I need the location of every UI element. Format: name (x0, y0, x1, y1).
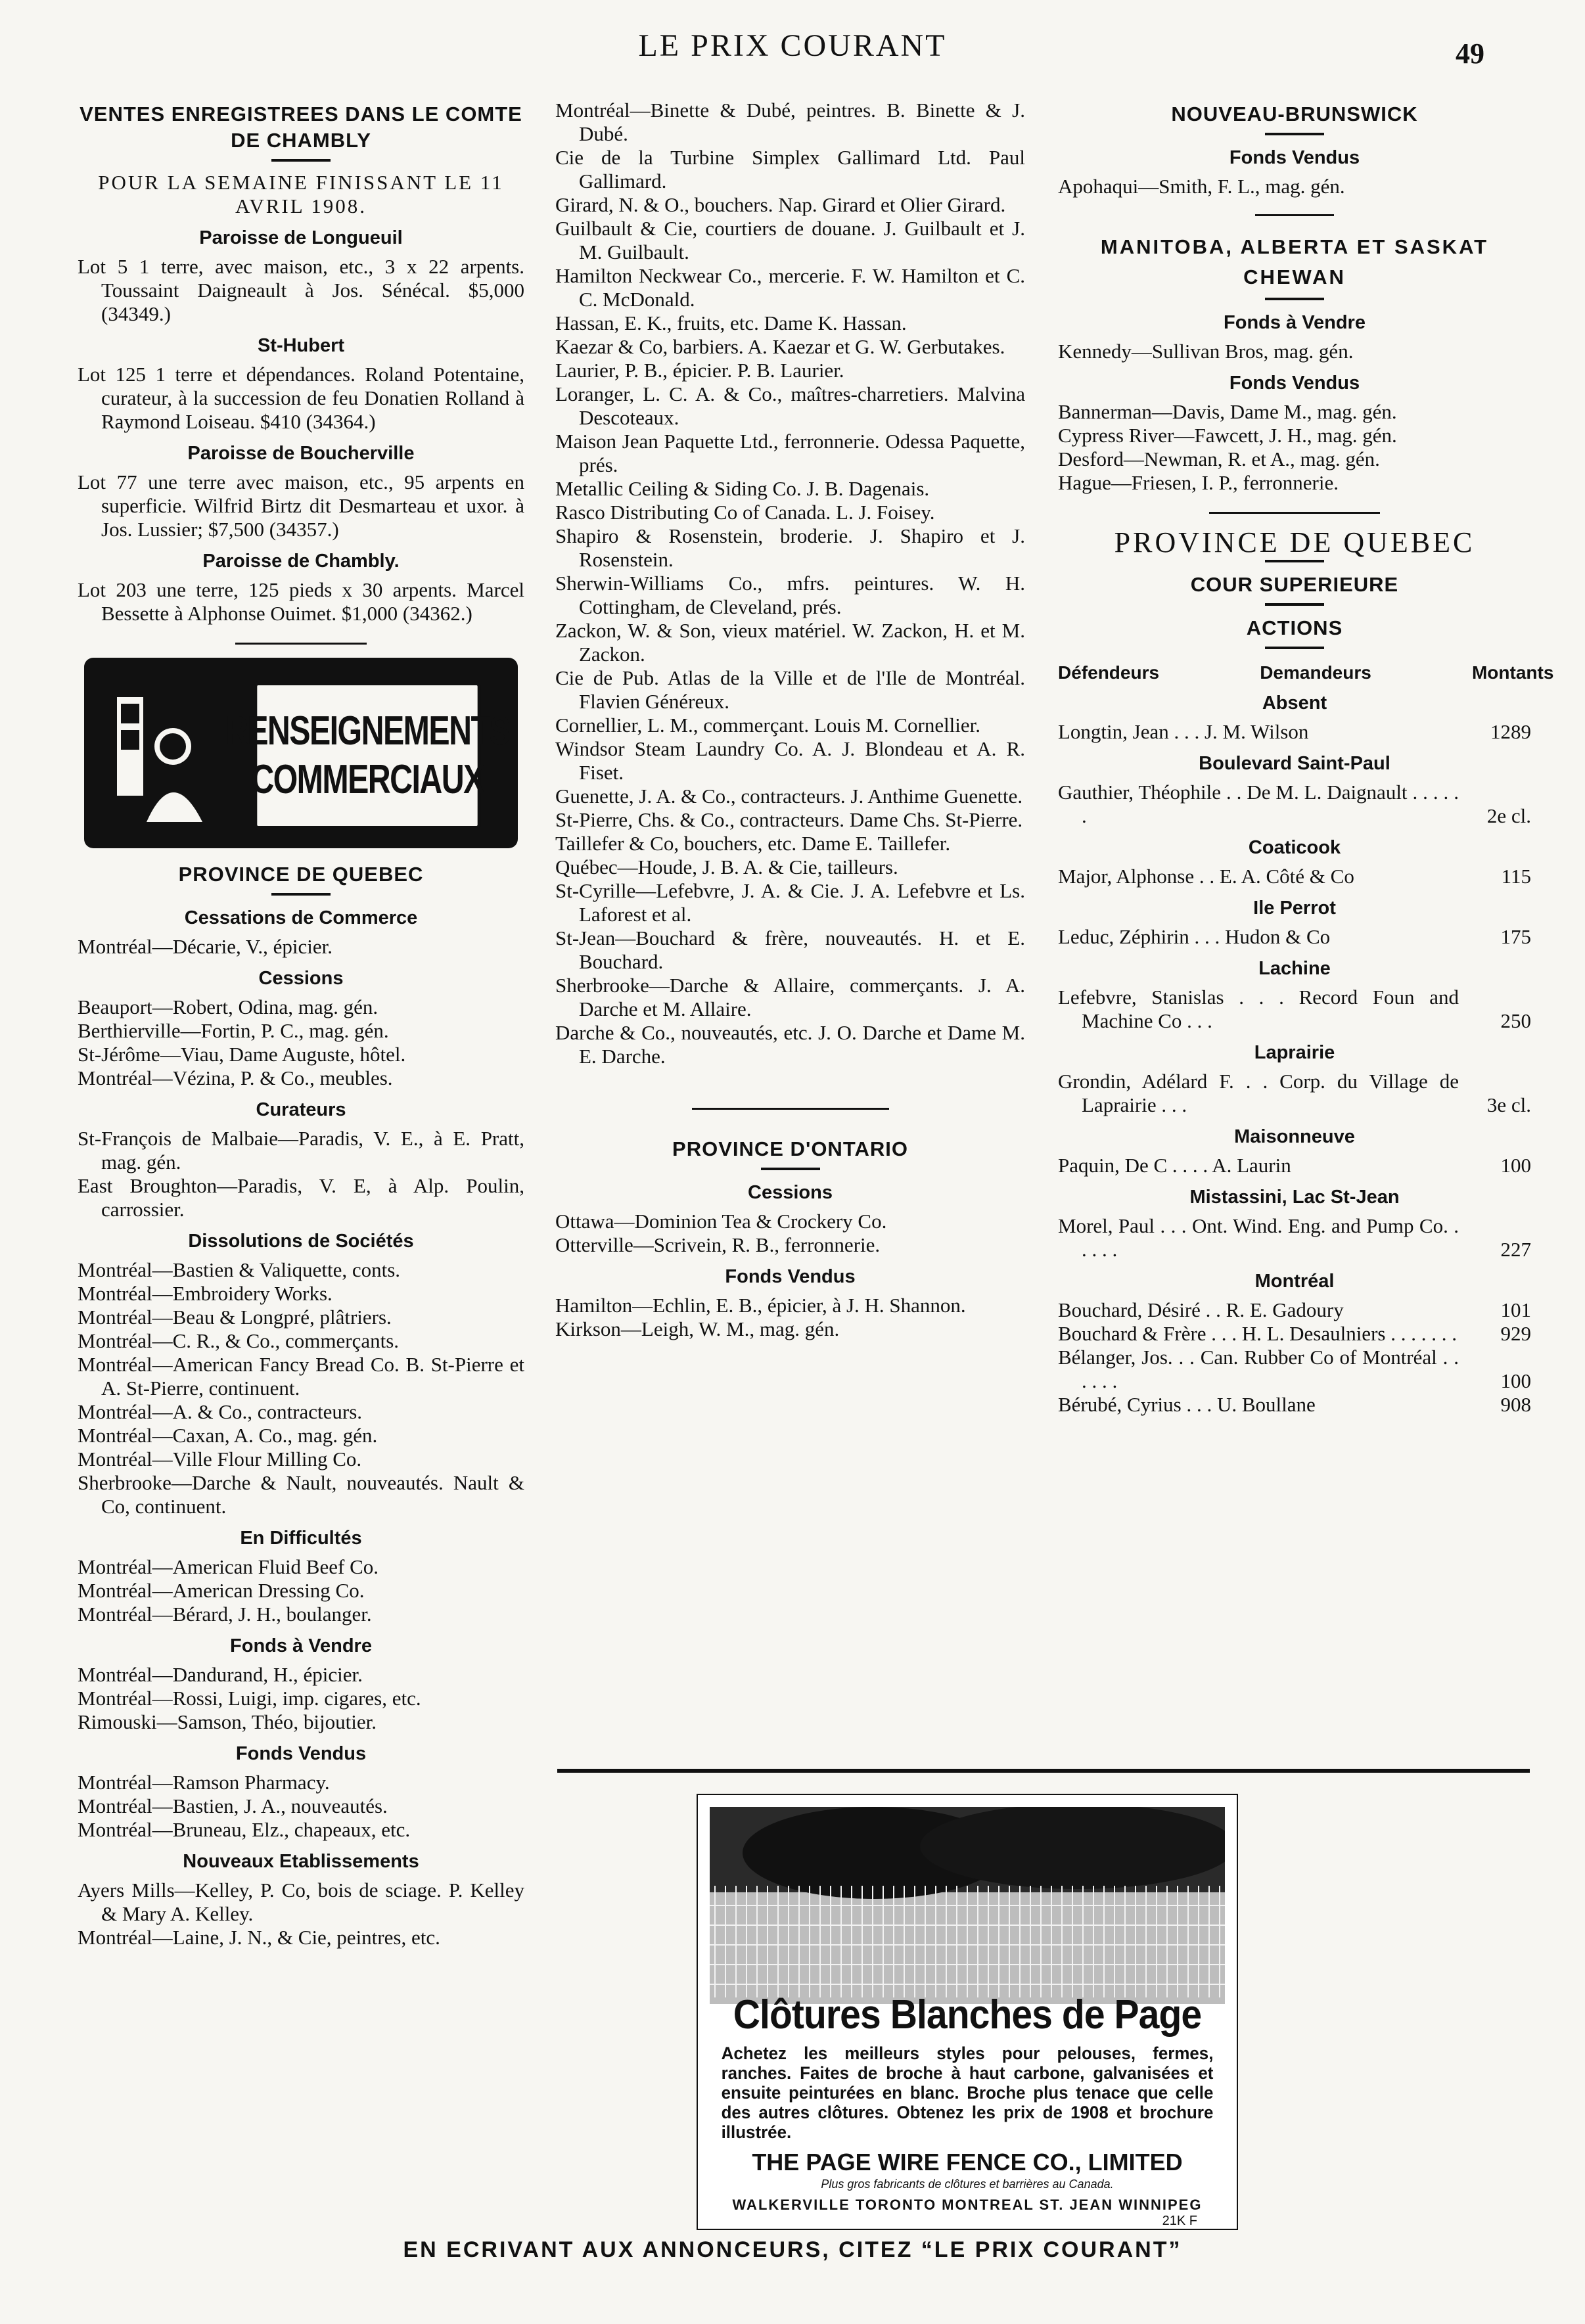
list-item: Cie de Pub. Atlas de la Ville et de l'Ile de Montréal. Flavien Généreux. (555, 666, 1025, 713)
list-item: Montréal—American Fancy Bread Co. B. St-Pierre et A. St-Pierre, continuent. (78, 1353, 524, 1400)
group-heading: Paroisse de Longueuil (199, 227, 403, 248)
list-item: Berthierville—Fortin, P. C., mag. gén. (78, 1019, 389, 1042)
list-item: Montréal—Caxan, A. Co., mag. gén. (78, 1424, 378, 1447)
ad-cities: WALKERVILLE TORONTO MONTREAL ST. JEAN WINNIPEG (732, 2197, 1203, 2213)
action-parties: Longtin, Jean . . . J. M. Wilson (1058, 720, 1309, 743)
action-parties: Major, Alphonse . . E. A. Côté & Co (1058, 865, 1354, 888)
action-amount: 250 (1500, 1009, 1531, 1032)
province-ontario-title: PROVINCE D'ONTARIO (672, 1137, 908, 1160)
list-item: Hamilton—Echlin, E. B., épicier, à J. H. Shannon. (555, 1294, 966, 1317)
list-item: Metallic Ceiling & Siding Co. J. B. Dagenais. (555, 477, 930, 500)
list-item: St-Jean—Bouchard & frère, nouveautés. H. et E. Bouchard. (555, 926, 1025, 973)
list-item: Kaezar & Co, barbiers. A. Kaezar et G. W. Gerbutakes. (555, 335, 1005, 358)
list-item: Cypress River—Fawcett, J. H., mag. gén. (1058, 424, 1397, 447)
divider (235, 643, 367, 645)
table-row (1058, 1214, 1531, 1262)
list-item: Montréal—Vézina, P. & Co., meubles. (78, 1066, 393, 1089)
place-heading: Absent (1262, 693, 1327, 714)
list-item: Sherwin-Williams Co., mfrs. peintures. W. H. Cottingham, de Cleveland, prés. (555, 572, 1025, 618)
list-item: St-Cyrille—Lefebvre, J. A. & Cie. J. A. Lefebvre et Ls. Laforest et al. (555, 879, 1025, 926)
list-item: Montréal—Rossi, Luigi, imp. cigares, etc. (78, 1687, 421, 1710)
journal-title: LE PRIX COURANT (638, 28, 947, 63)
divider (1265, 560, 1324, 562)
place-heading: Maisonneuve (1234, 1126, 1355, 1147)
list-item: Montréal—Bastien & Valiquette, conts. (78, 1258, 401, 1281)
group-heading: Fonds à Vendre (1224, 312, 1366, 333)
list-item: Montréal—A. & Co., contracteurs. (78, 1400, 363, 1423)
list-item: Darche & Co., nouveautés, etc. J. O. Darche et Dame M. E. Darche. (555, 1021, 1025, 1068)
action-parties: Paquin, De C . . . . A. Laurin (1058, 1154, 1291, 1177)
list-item: Windsor Steam Laundry Co. A. J. Blondeau et A. R. Fiset. (555, 737, 1025, 784)
column-right (1058, 99, 1554, 1417)
action-amount: 1289 (1490, 720, 1531, 743)
list-item: Rimouski—Samson, Théo, bijoutier. (78, 1710, 377, 1733)
table-row (1058, 1154, 1531, 1177)
list-item: Sherbrooke—Darche & Nault, nouveautés. Nault & Co, continuent. (78, 1471, 524, 1518)
list-item: Montréal—Laine, J. N., & Cie, peintres, etc. (78, 1926, 440, 1949)
list-item: Guenette, J. A. & Co., contracteurs. J. Anthime Guenette. (555, 785, 1023, 808)
action-amount: 100 (1500, 1154, 1531, 1177)
list-item: Otterville—Scrivein, R. B., ferronnerie. (555, 1233, 881, 1256)
quebec-groups (78, 905, 524, 1949)
list-item: Montréal—Beau & Longpré, plâtriers. (78, 1306, 392, 1329)
ad-body: Achetez les meilleurs styles pour pelouses, fermes, ranches. Faites de broche à haut carbone, galvanisées et ensuite peinturées en blanc. Broche plus tenace que celle des autres clôtures. Obtenez les prix de 1908 et brochure illustrée. (721, 2043, 1214, 2142)
manitoba-groups (1058, 309, 1531, 495)
ventes-title: VENTES ENREGISTREES DANS LE COMTE DE CHAMBLY (80, 103, 522, 152)
ad-code: 21K F (1162, 2214, 1197, 2228)
table-row (1058, 1322, 1531, 1346)
place-heading: Coaticook (1248, 837, 1341, 858)
group-heading: Fonds Vendus (1229, 147, 1360, 168)
group-heading: Cessions (748, 1182, 833, 1203)
action-amount: 929 (1500, 1322, 1531, 1345)
group-heading: St-Hubert (257, 335, 345, 356)
column-middle (555, 99, 1025, 1341)
group-heading: Dissolutions de Sociétés (188, 1231, 414, 1252)
page-number: 49 (1456, 37, 1484, 70)
list-item: Maison Jean Paquette Ltd., ferronnerie. Odessa Paquette, prés. (555, 430, 1025, 476)
list-item: Québec—Houde, J. B. A. & Cie, tailleurs. (555, 855, 898, 878)
group-heading: Paroisse de Boucherville (187, 443, 415, 464)
list-item: Montréal—American Fluid Beef Co. (78, 1555, 379, 1578)
ad-title: Clôtures Blanches de Page (733, 1992, 1202, 2038)
list-item: Montréal—Bruneau, Elz., chapeaux, etc. (78, 1818, 411, 1841)
actions-title: ACTIONS (1246, 616, 1343, 639)
list-item: Montréal—Ramson Pharmacy. (78, 1771, 330, 1794)
list-item: Cie de la Turbine Simplex Gallimard Ltd. Paul Gallimard. (555, 146, 1025, 193)
action-parties: Gauthier, Théophile . . De M. L. Daignault . . . . . . (1058, 781, 1459, 827)
group-heading: Curateurs (256, 1099, 346, 1120)
group-heading: En Difficultés (240, 1528, 362, 1549)
action-amount: 227 (1500, 1238, 1531, 1261)
fonds-vendus-entries (555, 99, 1025, 1068)
header-demandeurs: Demandeurs (1260, 662, 1371, 683)
list-item: Girard, N. & O., bouchers. Nap. Girard et Olier Girard. (555, 193, 1006, 216)
table-row (1058, 925, 1531, 949)
list-item: St-Pierre, Chs. & Co., contracteurs. Dame Chs. St-Pierre. (555, 808, 1023, 831)
ad-note: Plus gros fabricants de clôtures et barrières au Canada. (821, 2177, 1114, 2191)
divider (1265, 298, 1324, 300)
ventes-week: POUR LA SEMAINE FINISSANT LE 11 AVRIL 1908. (98, 171, 504, 217)
page-wire-fence-ad (697, 1794, 1238, 2230)
action-parties: Grondin, Adélard F. . . Corp. du Village de Laprairie . . . (1058, 1070, 1459, 1116)
table-row (1058, 1393, 1531, 1417)
action-amount: 2e cl. (1486, 804, 1531, 827)
divider (1209, 512, 1380, 514)
list-item: Cornellier, L. M., commerçant. Louis M. Cornellier. (555, 714, 981, 737)
list-item: Montréal—Bérard, J. H., boulanger. (78, 1603, 372, 1626)
table-row (1058, 1070, 1531, 1117)
list-item: St-François de Malbaie—Paradis, V. E., à E. Pratt, mag. gén. (78, 1127, 524, 1173)
actions-table-header (1058, 662, 1554, 683)
divider (1255, 214, 1334, 216)
ad-company: THE PAGE WIRE FENCE CO., LIMITED (752, 2149, 1183, 2176)
group-heading: Cessions (258, 968, 344, 989)
place-heading: Boulevard Saint-Paul (1199, 753, 1390, 774)
action-amount: 175 (1500, 925, 1531, 948)
province-quebec-title: PROVINCE DE QUEBEC (178, 863, 424, 886)
list-item: Lot 77 une terre avec maison, etc., 95 arpents en superficie. Wilfrid Birtz dit Desmarteau et uxor. à Jos. Lussier; $7,500 (34357.) (78, 470, 524, 541)
list-item: Hamilton Neckwear Co., mercerie. F. W. Hamilton et C. C. McDonald. (555, 264, 1025, 311)
table-row (1058, 720, 1531, 744)
list-item: East Broughton—Paradis, V. E, à Alp. Poulin, carrossier. (78, 1174, 524, 1221)
list-item: Lot 5 1 terre, avec maison, etc., 3 x 22 arpents. Toussaint Daigneault à Jos. Sénécal. $5,000 (34349.) (78, 255, 524, 325)
divider (692, 1108, 889, 1110)
list-item: Lot 125 1 terre et dépendances. Roland Potentaine, curateur, à la succession de feu Donatien Rolland à Raymond Loiseau. $410 (34364.) (78, 363, 524, 433)
action-amount: 101 (1500, 1298, 1531, 1321)
place-heading: Ile Perrot (1253, 898, 1336, 919)
list-item: Montréal—Embroidery Works. (78, 1282, 333, 1305)
table-row (1058, 1346, 1531, 1393)
list-item: Bannerman—Davis, Dame M., mag. gén. (1058, 400, 1397, 423)
list-item: Montréal—Ville Flour Milling Co. (78, 1447, 362, 1470)
action-parties: Bouchard, Désiré . . R. E. Gadoury (1058, 1298, 1344, 1321)
list-item: Montréal—Binette & Dubé, peintres. B. Binette & J. Dubé. (555, 99, 1025, 145)
action-parties: Morel, Paul . . . Ont. Wind. Eng. and Pump Co. . . . . . (1058, 1214, 1459, 1261)
ventes-sections (78, 225, 524, 626)
group-heading: Nouveaux Etablissements (183, 1851, 419, 1872)
list-item: Lot 203 une terre, 125 pieds x 30 arpents. Marcel Bessette à Alphonse Ouimet. $1,000 (34362.) (78, 578, 524, 625)
list-item: Laurier, P. B., épicier. P. B. Laurier. (555, 359, 844, 382)
ontario-groups (555, 1179, 1025, 1341)
cour-superieure-title: COUR SUPERIEURE (1190, 573, 1399, 596)
header-defendeurs: Défendeurs (1058, 662, 1160, 683)
list-item: Ayers Mills—Kelley, P. Co, bois de sciage. P. Kelley & Mary A. Kelley. (78, 1879, 524, 1925)
place-heading: Montréal (1254, 1271, 1335, 1292)
page-footer: EN ECRIVANT AUX ANNONCEURS, CITEZ “LE PRIX COURANT” (403, 2237, 1182, 2262)
divider (271, 893, 331, 896)
list-item: Apohaqui—Smith, F. L., mag. gén. (1058, 175, 1345, 198)
list-item: Hassan, E. K., fruits, etc. Dame K. Hassan. (555, 311, 907, 334)
list-item: Montréal—Dandurand, H., épicier. (78, 1663, 363, 1686)
table-row (1058, 865, 1531, 888)
divider (761, 1168, 820, 1170)
list-item: Zackon, W. & Son, vieux matériel. W. Zackon, H. et M. Zackon. (555, 619, 1025, 666)
ad-text (711, 1992, 1224, 2229)
nouveau-brunswick-title: NOUVEAU-BRUNSWICK (1171, 103, 1418, 125)
action-amount: 115 (1501, 865, 1531, 888)
nb-groups (1058, 145, 1531, 198)
action-parties: Leduc, Zéphirin . . . Hudon & Co (1058, 925, 1331, 948)
list-item: Montréal—Décarie, V., épicier. (78, 935, 333, 958)
list-item: Shapiro & Rosenstein, broderie. J. Shapiro et J. Rosenstein. (555, 524, 1025, 571)
group-heading: Paroisse de Chambly. (202, 551, 400, 572)
list-item: Kennedy—Sullivan Bros, mag. gén. (1058, 340, 1354, 363)
action-parties: Bérubé, Cyrius . . . U. Boullane (1058, 1393, 1316, 1416)
group-heading: Fonds Vendus (1229, 373, 1360, 394)
manitoba-title: MANITOBA, ALBERTA ET SASKAT CHEWAN (1100, 235, 1489, 288)
group-heading: Cessations de Commerce (184, 907, 418, 928)
action-amount: 3e cl. (1486, 1093, 1531, 1116)
divider (1265, 647, 1324, 649)
divider (1265, 603, 1324, 606)
list-item: Hague—Friesen, I. P., ferronnerie. (1058, 471, 1339, 494)
divider (1265, 133, 1324, 135)
column-left (78, 99, 524, 1949)
logo-line-2: COMMERCIAUX (251, 757, 484, 802)
table-row (1058, 781, 1531, 828)
table-row (1058, 986, 1531, 1033)
action-amount: 908 (1500, 1393, 1531, 1416)
actions-table (1058, 690, 1531, 1417)
action-parties: Bélanger, Jos. . . Can. Rubber Co of Montréal . . . . . . (1058, 1346, 1459, 1392)
list-item: Ottawa—Dominion Tea & Crockery Co. (555, 1210, 887, 1233)
action-parties: Bouchard & Frère . . . H. L. Desaulniers . . . . . . . (1058, 1322, 1457, 1345)
divider (271, 159, 331, 162)
table-row (1058, 1298, 1531, 1322)
list-item: Guilbault & Cie, courtiers de douane. J. Guilbault et J. M. Guilbault. (555, 217, 1025, 263)
action-parties: Lefebvre, Stanislas . . . Record Foun and Machine Co . . . (1058, 986, 1459, 1032)
header-montants: Montants (1471, 662, 1554, 683)
clerk-figure-icon (110, 684, 209, 822)
place-heading: Mistassini, Lac St-Jean (1189, 1187, 1400, 1208)
group-heading: Fonds à Vendre (230, 1635, 372, 1656)
logo-line-1: RENSEIGNEMENTS (225, 708, 510, 754)
place-heading: Lachine (1258, 958, 1331, 979)
fence-illustration (710, 1807, 1225, 2004)
action-amount: 100 (1500, 1369, 1531, 1392)
pq-title: PROVINCE DE QUEBEC (1114, 526, 1475, 558)
place-heading: Laprairie (1254, 1042, 1335, 1063)
list-item: St-Jérôme—Viau, Dame Auguste, hôtel. (78, 1043, 406, 1066)
group-heading: Fonds Vendus (725, 1266, 856, 1287)
ad-top-rule (557, 1769, 1530, 1773)
list-item: Desford—Newman, R. et A., mag. gén. (1058, 447, 1380, 470)
list-item: Sherbrooke—Darche & Allaire, commerçants. J. A. Darche et M. Allaire. (555, 974, 1025, 1020)
list-item: Montréal—Bastien, J. A., nouveautés. (78, 1794, 388, 1817)
list-item: Rasco Distributing Co of Canada. L. J. Foisey. (555, 501, 935, 524)
list-item: Taillefer & Co, bouchers, etc. Dame E. Taillefer. (555, 832, 951, 855)
list-item: Montréal—American Dressing Co. (78, 1579, 365, 1602)
list-item: Beauport—Robert, Odina, mag. gén. (78, 995, 379, 1018)
list-item: Montréal—C. R., & Co., commerçants. (78, 1329, 400, 1352)
renseignements-logo (84, 658, 518, 848)
group-heading: Fonds Vendus (235, 1743, 367, 1764)
list-item: Kirkson—Leigh, W. M., mag. gén. (555, 1317, 840, 1340)
list-item: Loranger, L. C. A. & Co., maîtres-charretiers. Malvina Descoteaux. (555, 382, 1025, 429)
logo-text (225, 681, 510, 830)
